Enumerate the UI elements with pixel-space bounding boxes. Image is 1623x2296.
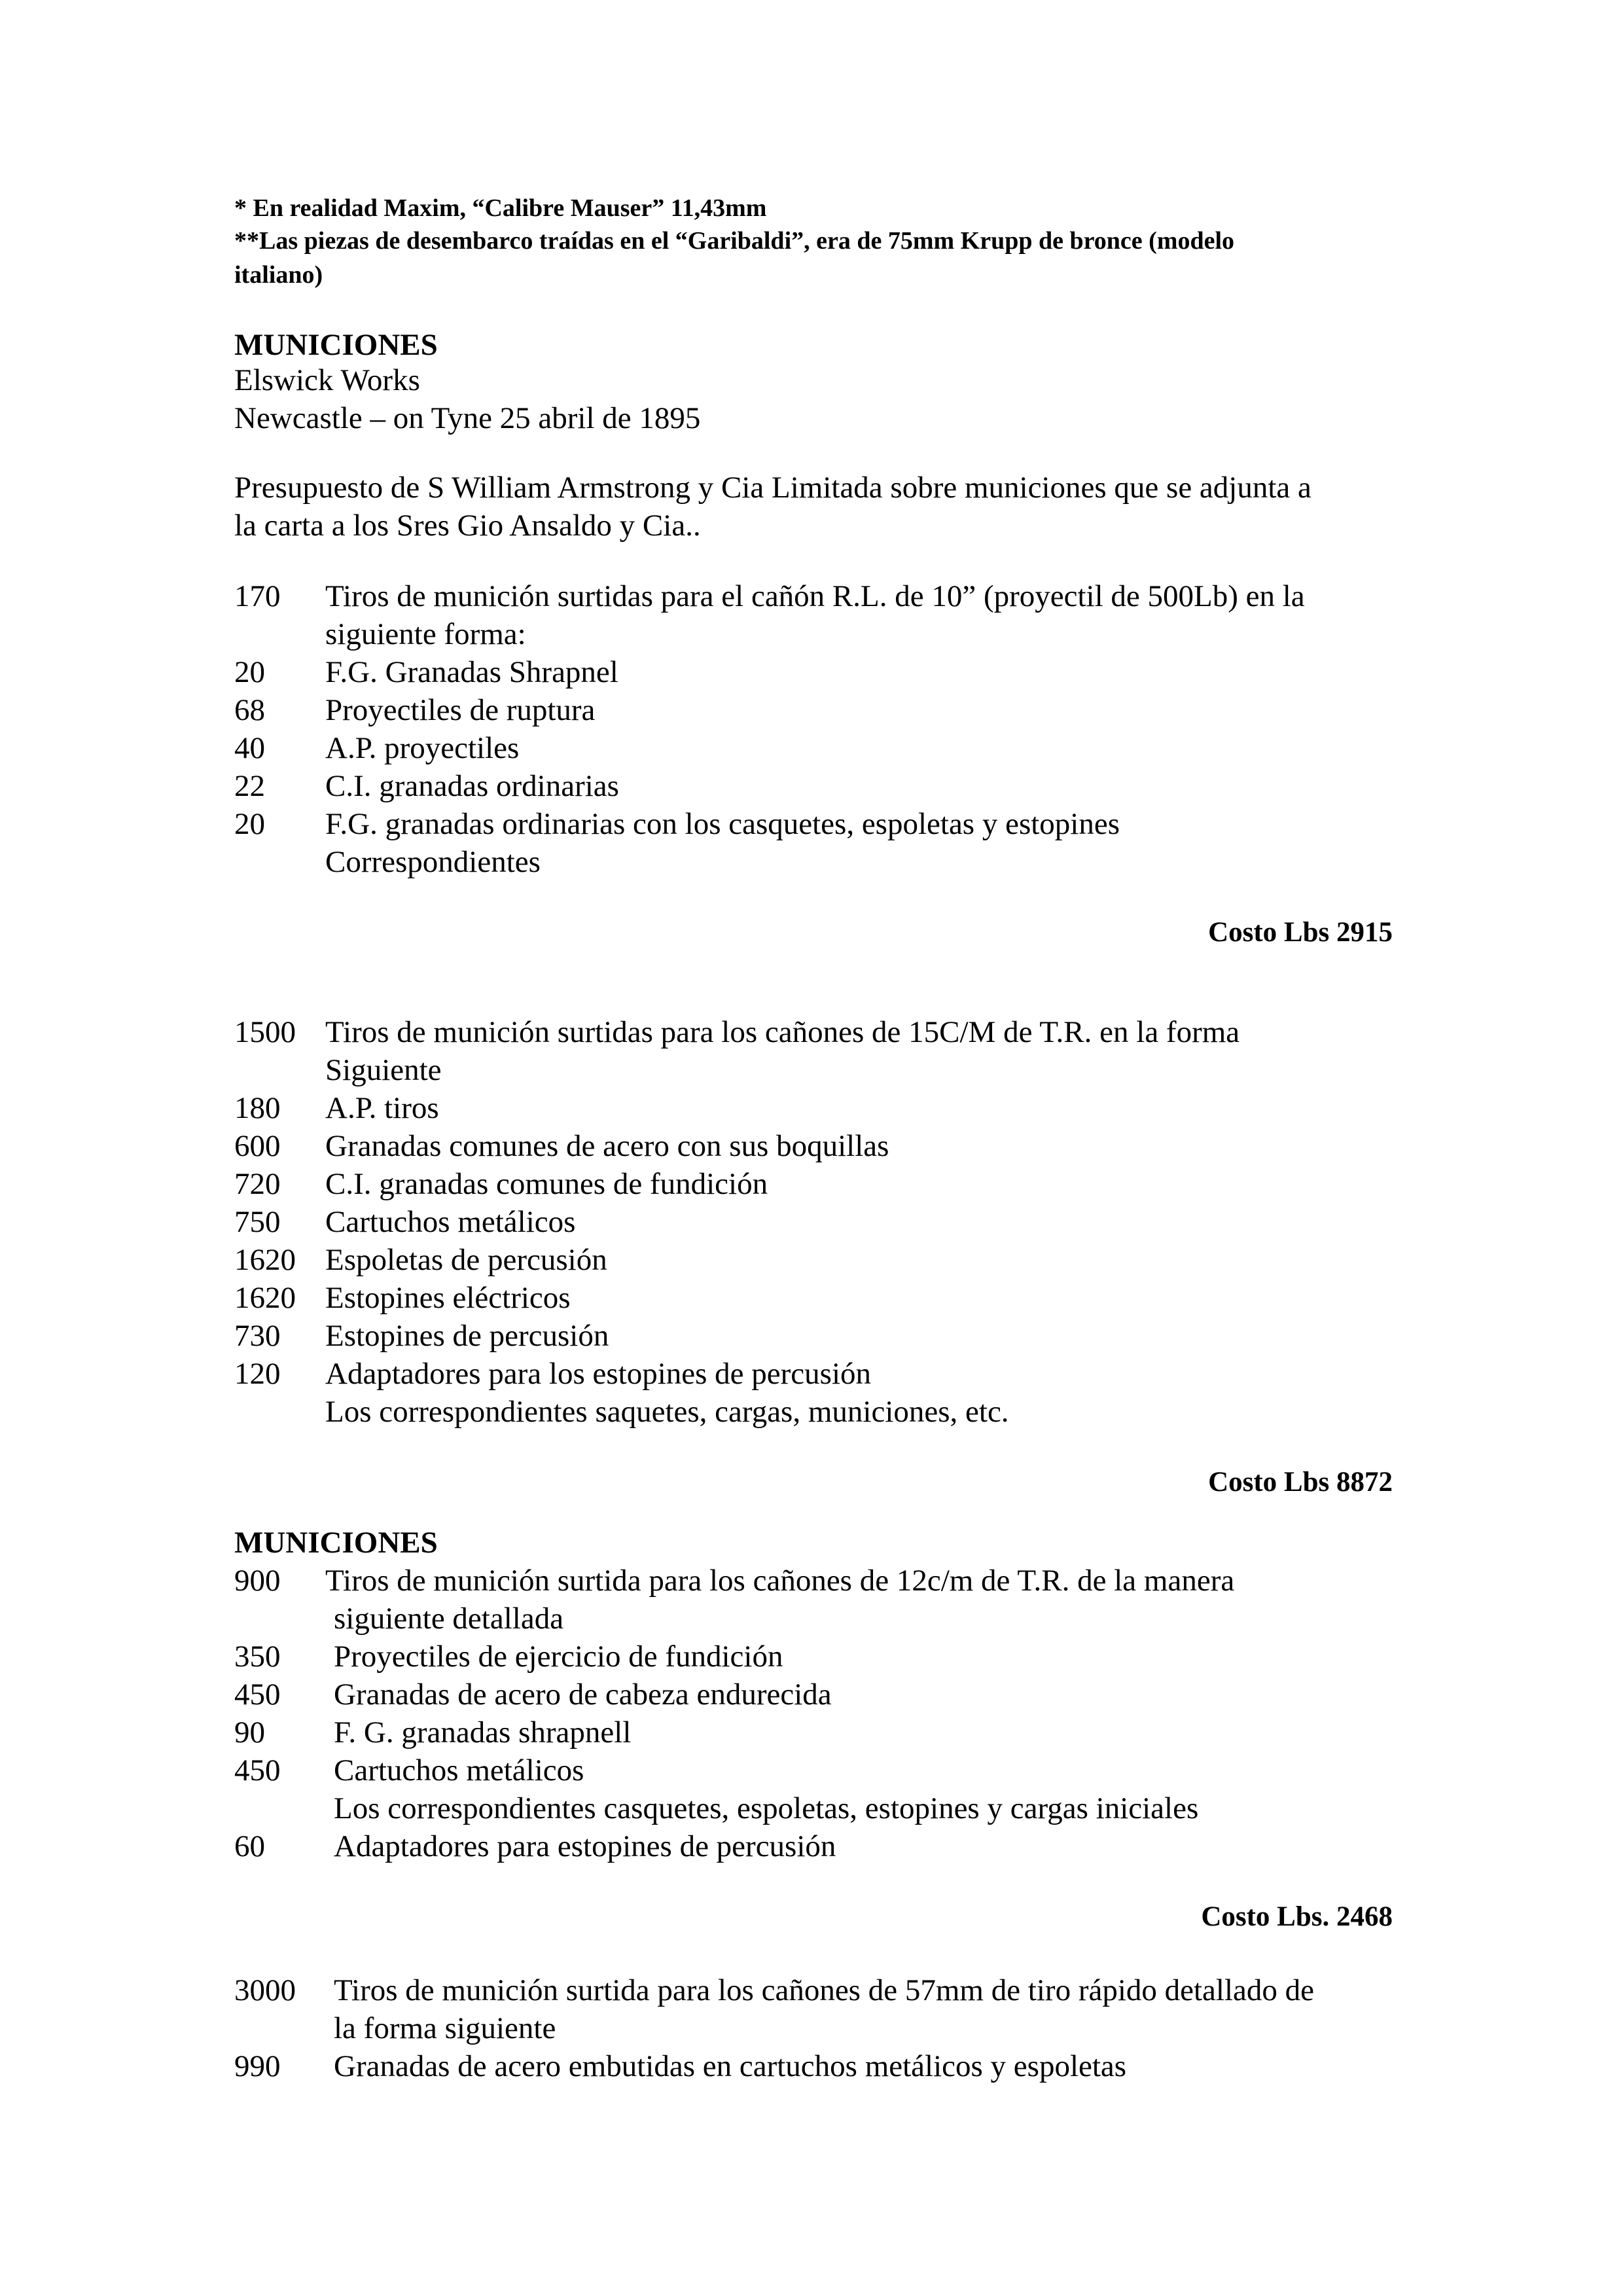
item-desc: Tiros de munición surtidas para los cañones de 15C/M de T.R. en la forma [325, 1015, 1240, 1049]
item-qty: 1620 [234, 1281, 296, 1315]
item-qty: 22 [234, 769, 265, 803]
item-qty: 60 [234, 1829, 265, 1863]
item-desc: Estopines eléctricos [325, 1281, 571, 1315]
section-3-title: MUNICIONES [234, 1526, 438, 1560]
item-qty: 450 [234, 1753, 281, 1787]
item-qty: 750 [234, 1205, 281, 1239]
item-desc: siguiente forma: [325, 617, 526, 651]
item-qty: 120 [234, 1357, 281, 1391]
item-qty: 1620 [234, 1243, 296, 1277]
section-3-cost: Costo Lbs. 2468 [1201, 1901, 1393, 1932]
item-qty: 20 [234, 655, 265, 689]
item-desc: Adaptadores para los estopines de percusión [325, 1357, 871, 1391]
item-qty: 730 [234, 1319, 281, 1353]
item-desc: Proyectiles de ejercicio de fundición [334, 1640, 783, 1674]
item-desc: C.I. granadas comunes de fundición [325, 1167, 768, 1201]
item-desc: Cartuchos metálicos [334, 1753, 584, 1787]
section-2-cost: Costo Lbs 8872 [1208, 1467, 1393, 1498]
item-desc: siguiente detallada [334, 1602, 564, 1636]
item-desc: A.P. proyectiles [325, 731, 520, 765]
item-desc: C.I. granadas ordinarias [325, 769, 619, 803]
item-desc: F. G. granadas shrapnell [334, 1715, 632, 1749]
item-qty: 720 [234, 1167, 281, 1201]
item-qty: 900 [234, 1564, 281, 1598]
item-desc: F.G. granadas ordinarias con los casquetes, espoletas y estopines [325, 807, 1120, 841]
item-qty: 3000 [234, 1973, 296, 2007]
item-qty: 40 [234, 731, 265, 765]
item-qty: 990 [234, 2049, 281, 2083]
section-1-cost: Costo Lbs 2915 [1208, 917, 1393, 948]
item-desc: Cartuchos metálicos [325, 1205, 576, 1239]
item-qty: 450 [234, 1677, 281, 1712]
item-qty: 20 [234, 807, 265, 841]
date-line: Newcastle – on Tyne 25 abril de 1895 [234, 401, 701, 435]
item-desc: Granadas de acero embutidas en cartuchos metálicos y espoletas [334, 2049, 1127, 2083]
place-line: Elswick Works [234, 363, 420, 397]
item-desc: Tiros de munición surtidas para el cañón R.L. de 10” (proyectil de 500Lb) en la [325, 579, 1305, 613]
intro-line-1: Presupuesto de S William Armstrong y Cia Limitada sobre municiones que se adjunta a [234, 471, 1311, 505]
item-desc: A.P. tiros [325, 1091, 439, 1125]
item-desc: Tiros de munición surtida para los cañones de 12c/m de T.R. de la manera [325, 1564, 1235, 1598]
item-desc: Los correspondientes saquetes, cargas, municiones, etc. [325, 1395, 1009, 1429]
item-qty: 180 [234, 1091, 281, 1125]
item-desc: la forma siguiente [334, 2011, 556, 2045]
item-desc: Estopines de percusión [325, 1319, 609, 1353]
item-desc: Los correspondientes casquetes, espoletas, estopines y cargas iniciales [334, 1791, 1199, 1825]
item-desc: Granadas de acero de cabeza endurecida [334, 1677, 832, 1712]
item-qty: 350 [234, 1640, 281, 1674]
item-desc: Proyectiles de ruptura [325, 693, 596, 727]
intro-line-2: la carta a los Sres Gio Ansaldo y Cia.. [234, 509, 701, 543]
document-title: MUNICIONES [234, 328, 438, 362]
item-desc: Tiros de munición surtida para los cañones de 57mm de tiro rápido detallado de [334, 1973, 1315, 2007]
item-qty: 68 [234, 693, 265, 727]
footnote-1: * En realidad Maxim, “Calibre Mauser” 11,43mm [234, 194, 767, 222]
item-desc: Adaptadores para estopines de percusión [334, 1829, 836, 1863]
item-desc: F.G. Granadas Shrapnel [325, 655, 618, 689]
item-qty: 90 [234, 1715, 265, 1749]
item-qty: 1500 [234, 1015, 296, 1049]
item-desc: Granadas comunes de acero con sus boquillas [325, 1129, 889, 1163]
item-qty: 600 [234, 1129, 281, 1163]
footnote-2: **Las piezas de desembarco traídas en el “Garibaldi”, era de 75mm Krupp de bronce (modelo [234, 227, 1235, 255]
item-desc: Espoletas de percusión [325, 1243, 607, 1277]
item-desc: Correspondientes [325, 845, 541, 879]
item-desc: Siguiente [325, 1053, 442, 1087]
footnote-2-continued: italiano) [234, 261, 323, 289]
item-qty: 170 [234, 579, 281, 613]
